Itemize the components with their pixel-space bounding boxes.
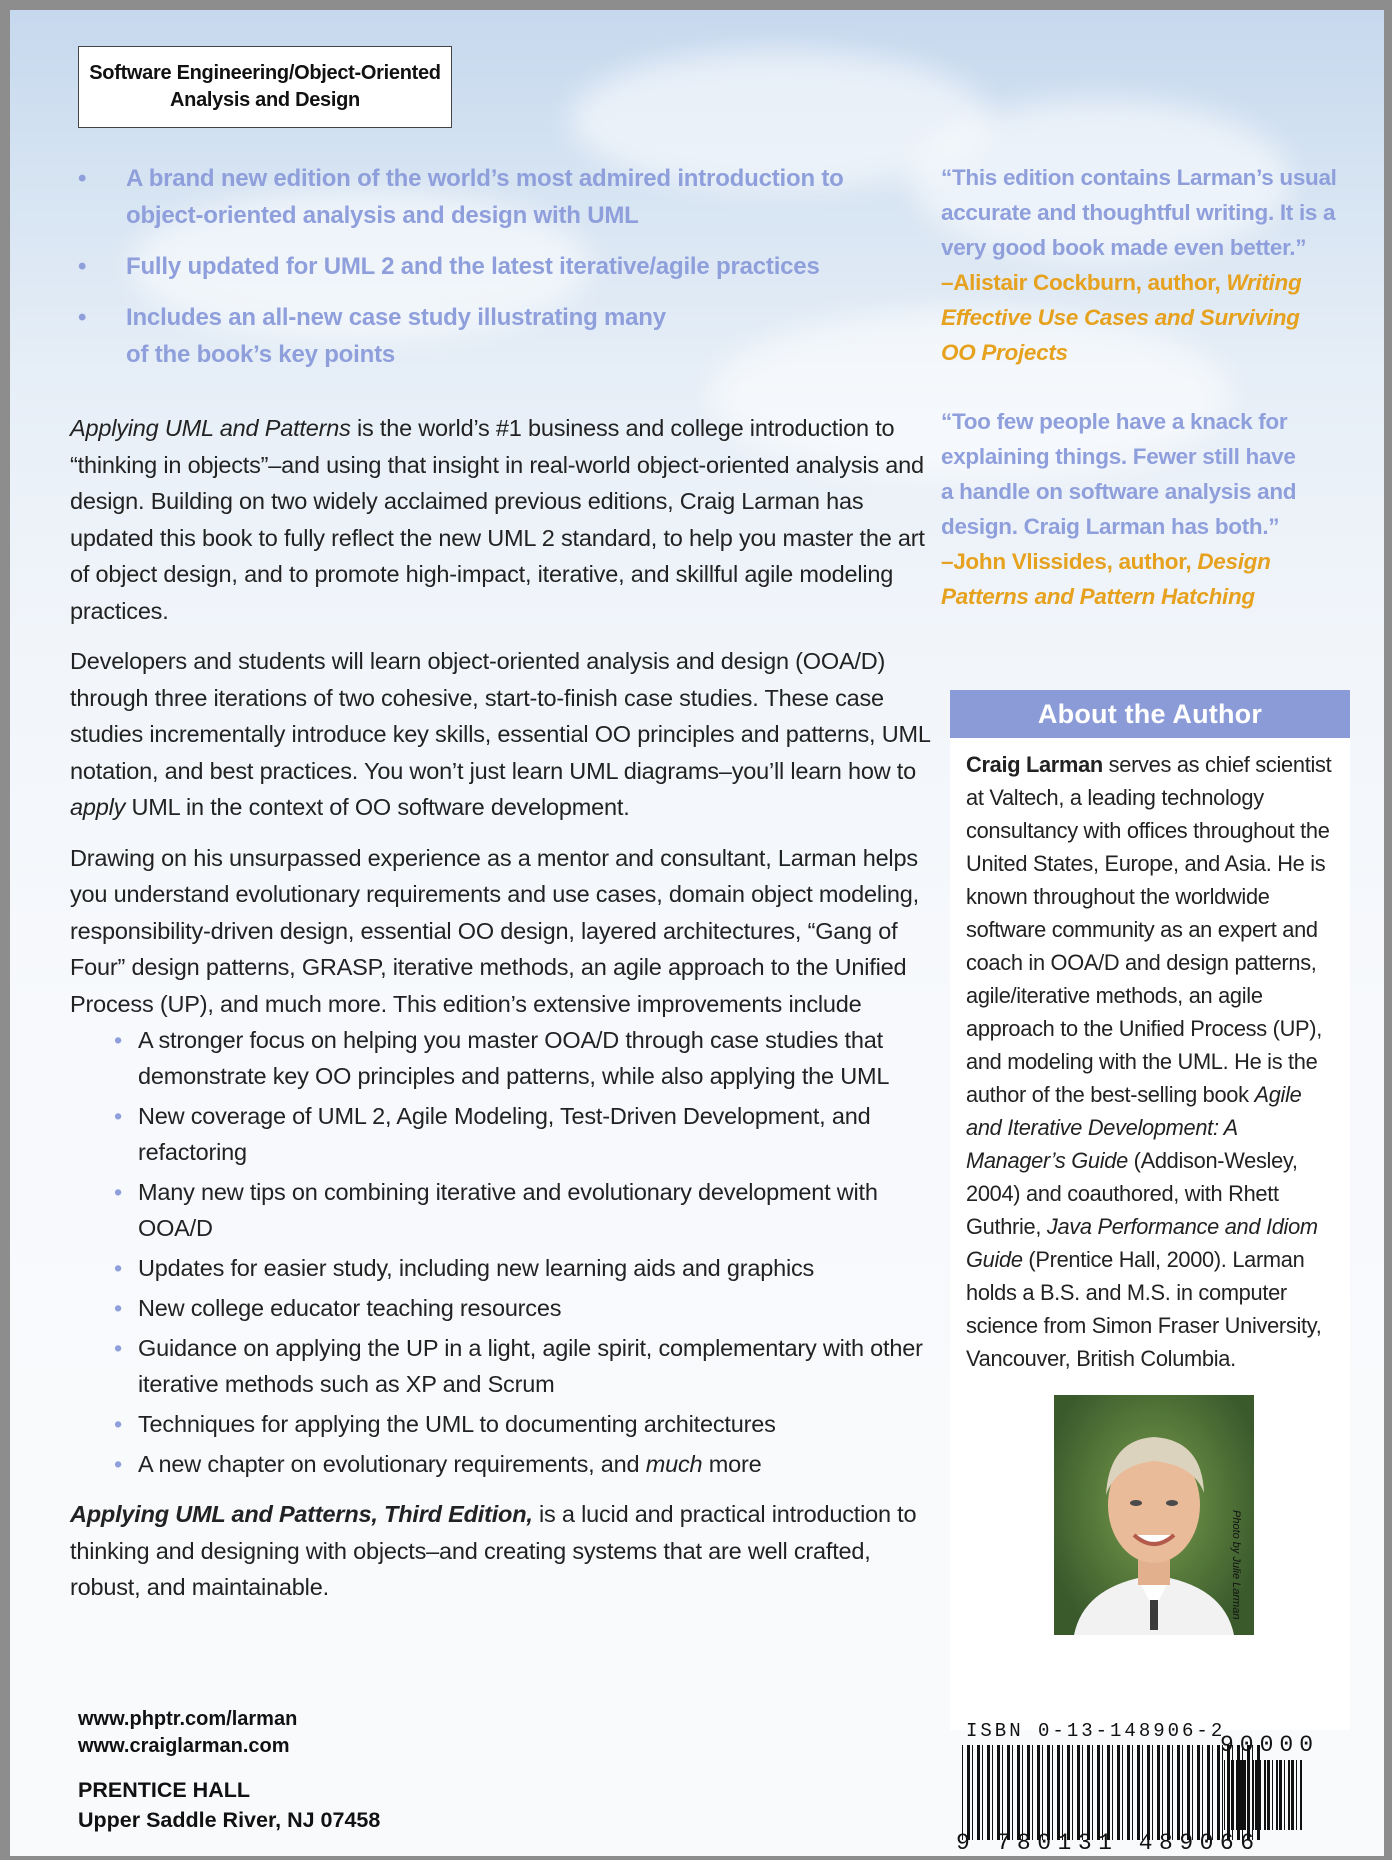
feature-text-line: A brand new edition of the world’s most admired introduction to — [126, 165, 844, 192]
barcode-bar — [1172, 1745, 1173, 1840]
barcode-bar — [1047, 1745, 1050, 1840]
barcode-bar — [1082, 1745, 1083, 1840]
book-title: Writing — [1226, 270, 1302, 295]
barcode-bar — [1037, 1745, 1040, 1840]
barcode-bar — [1243, 1760, 1246, 1830]
website-urls — [78, 1706, 297, 1760]
improvement-item — [70, 1174, 930, 1246]
barcode-bar — [1092, 1745, 1093, 1840]
barcode-bar — [1197, 1745, 1200, 1840]
url-link: www.phptr.com/larman — [78, 1708, 298, 1730]
category-label-box — [78, 46, 452, 128]
barcode-bar — [1192, 1745, 1193, 1840]
barcode-bar — [1162, 1745, 1163, 1840]
quote-line: accurate and thoughtful writing. It is a — [941, 200, 1336, 225]
endorsement-quote — [941, 160, 1361, 370]
barcode-bar — [1072, 1745, 1073, 1840]
improvement-text: New coverage of UML 2, Agile Modeling, Test-Driven Development, and refactoring — [138, 1103, 871, 1165]
barcode-bar — [1132, 1745, 1133, 1840]
book-title: Design — [1197, 549, 1271, 574]
barcode-bar — [1157, 1745, 1160, 1840]
feature-item — [76, 299, 906, 373]
quote-attribution-line — [941, 335, 1361, 370]
attribution-lead: –John Vlissides, author, — [941, 549, 1198, 574]
author-photo — [1054, 1395, 1254, 1635]
improvement-text: A new chapter on evolutionary requirements, and — [138, 1451, 646, 1477]
barcode-bar — [997, 1745, 1000, 1840]
photo-credit: Photo by Julie Larman — [1230, 1510, 1242, 1620]
barcode-bar — [972, 1745, 973, 1840]
endorsement-quote — [941, 404, 1361, 614]
barcode-bar — [1260, 1760, 1261, 1830]
barcode-bar — [962, 1745, 963, 1840]
improvement-text: Guidance on applying the UP in a light, agile spirit, complementary with other iterative methods such as XP and Scrum — [138, 1335, 923, 1397]
emphasis-text: much — [645, 1451, 703, 1477]
barcode-bar — [1067, 1745, 1070, 1840]
barcode-bar — [1007, 1745, 1010, 1840]
barcode-bar — [1087, 1745, 1090, 1840]
barcode-bar — [1077, 1745, 1080, 1840]
improvement-item — [70, 1290, 930, 1326]
barcode-bar — [1057, 1745, 1060, 1840]
paragraph-text: is a lucid and practical introduction to thinking and designing with objects–and creating systems that are well crafted, robust, and maintainable. — [70, 1501, 917, 1600]
barcode-bar — [1022, 1745, 1023, 1840]
barcode-bar — [1042, 1745, 1043, 1840]
barcode-bar — [1252, 1760, 1254, 1830]
barcode-bar — [1117, 1745, 1120, 1840]
book-title: OO Projects — [941, 340, 1068, 365]
barcode-bar — [1300, 1760, 1302, 1830]
book-title-edition: Applying UML and Patterns, Third Edition, — [70, 1501, 533, 1527]
bullet-icon: • — [78, 165, 87, 192]
barcode-bar — [1228, 1760, 1230, 1830]
book-title: Effective Use Cases and Surviving — [941, 305, 1300, 330]
quote-line: a handle on software analysis and — [941, 479, 1297, 504]
url-link: www.craiglarman.com — [78, 1735, 290, 1757]
barcode-bar — [1272, 1760, 1273, 1830]
feature-list — [76, 160, 906, 387]
barcode-bar — [1296, 1760, 1297, 1830]
publisher-info — [78, 1775, 380, 1835]
category-line-2: Analysis and Design — [170, 89, 360, 111]
barcode-bar — [1137, 1745, 1140, 1840]
improvement-item — [70, 1406, 930, 1442]
bullet-icon: • — [114, 1411, 123, 1437]
barcode-bar — [1097, 1745, 1100, 1840]
improvement-item — [70, 1330, 930, 1402]
barcode-digits: 9 780131 489066 — [956, 1830, 1261, 1856]
improvement-item — [70, 1250, 930, 1286]
barcode-bar — [1152, 1745, 1153, 1840]
barcode-bar — [1142, 1745, 1143, 1840]
quote-line: very good book made even better.” — [941, 235, 1307, 260]
paragraph-text: is the world’s #1 business and college introduction to “thinking in objects”–and using that insight in real-world object-oriented analysis and design. Building on two widely acclaimed previous editions, Craig Larman has updated this book to fully reflect the new UML 2 standard, to help you master the art of object design, and to promote high-impact, iterative, and skillful agile modeling practices. — [70, 415, 925, 624]
book-back-cover — [10, 10, 1384, 1856]
category-line-1: Software Engineering/Object-Oriented — [89, 62, 441, 84]
author-bio — [950, 738, 1350, 1375]
barcode-bar — [1177, 1745, 1180, 1840]
paragraph-text: UML in the context of OO software development. — [125, 794, 630, 820]
improvement-item — [70, 1446, 930, 1482]
feature-text-line: Includes an all-new case study illustrating many — [126, 304, 666, 331]
barcode-bar — [1062, 1745, 1063, 1840]
feature-text-line: object-oriented analysis and design with UML — [126, 202, 639, 229]
improvement-text: Many new tips on combining iterative and evolutionary development with OOA/D — [138, 1179, 878, 1241]
barcode-bar — [1255, 1760, 1258, 1830]
quote-attribution — [941, 265, 1361, 300]
improvement-text: A stronger focus on helping you master OOA/D through case studies that demonstrate key OO principles and patterns, while also applying the UML — [138, 1027, 890, 1089]
barcode-bar — [977, 1745, 980, 1840]
feature-text-line: Fully updated for UML 2 and the latest iterative/agile practices — [126, 253, 820, 280]
barcode-bar — [1248, 1760, 1249, 1830]
publisher-location: Upper Saddle River, NJ 07458 — [78, 1808, 381, 1832]
isbn-number: ISBN 0-13-148906-2 — [966, 1720, 1226, 1742]
barcode-bar — [1027, 1745, 1030, 1840]
barcode-bar — [1122, 1745, 1123, 1840]
barcode-bar — [1182, 1745, 1183, 1840]
barcode-bar — [1264, 1760, 1266, 1830]
bio-text: (Addison-Wesley, 2004) and coauthored, with Rhett Guthrie, — [966, 1148, 1298, 1239]
book-title: Agile and Iterative Development: A Manager’s Guide — [966, 1082, 1302, 1173]
barcode-bar — [1207, 1745, 1210, 1840]
bullet-icon: • — [78, 253, 87, 280]
bullet-icon: • — [114, 1295, 123, 1321]
quote-line: “This edition contains Larman’s usual — [941, 165, 1337, 190]
bullet-icon: • — [114, 1451, 123, 1477]
barcode-bar — [1112, 1745, 1113, 1840]
quote-line: “Too few people have a knack for — [941, 409, 1288, 434]
author-name: Craig Larman — [966, 752, 1103, 777]
barcode-bar — [987, 1745, 990, 1840]
bullet-icon: • — [114, 1179, 123, 1205]
addon-digits: 90000 — [1220, 1732, 1320, 1758]
book-title: Patterns and Pattern Hatching — [941, 584, 1255, 609]
closing-paragraph — [70, 1496, 930, 1606]
bullet-icon: • — [114, 1027, 123, 1053]
barcode-bar — [1102, 1745, 1103, 1840]
barcode-bar — [1052, 1745, 1053, 1840]
barcode-bar — [1212, 1745, 1213, 1840]
improvement-text: Techniques for applying the UML to documenting architectures — [138, 1411, 776, 1437]
improvement-text: New college educator teaching resources — [138, 1295, 562, 1321]
barcode-bar — [1032, 1745, 1033, 1840]
barcode-bar — [1107, 1745, 1110, 1840]
feature-item — [76, 248, 906, 285]
improvement-item — [70, 1098, 930, 1170]
barcode-bar — [992, 1745, 993, 1840]
feature-text-line: of the book’s key points — [126, 341, 396, 368]
barcode-bar — [1217, 1745, 1220, 1840]
quote-attribution-line — [941, 300, 1361, 335]
barcode-bar — [1147, 1745, 1150, 1840]
barcode-bar — [1240, 1760, 1242, 1830]
improvement-text: Updates for easier study, including new learning aids and graphics — [138, 1255, 815, 1281]
quote-line: design. Craig Larman has both.” — [941, 514, 1280, 539]
barcode-bar — [1167, 1745, 1170, 1840]
improvement-item — [70, 1022, 930, 1094]
description-paragraph — [70, 643, 930, 826]
barcode-bar — [1236, 1760, 1237, 1830]
barcode-bar — [982, 1745, 983, 1840]
barcode-icon — [960, 1745, 1260, 1840]
barcode-bar — [1291, 1760, 1294, 1830]
improvement-text: more — [702, 1451, 762, 1477]
barcode-bar — [1224, 1760, 1225, 1830]
barcode-bar — [1276, 1760, 1278, 1830]
barcode-bar — [1202, 1745, 1203, 1840]
book-title: Java Performance and Idiom Guide — [966, 1214, 1318, 1272]
barcode-bar — [1127, 1745, 1130, 1840]
barcode-bar — [1002, 1745, 1003, 1840]
barcode-bar — [1017, 1745, 1020, 1840]
bullet-icon: • — [114, 1103, 123, 1129]
barcode-bar — [1284, 1760, 1285, 1830]
emphasis-text: apply — [70, 794, 126, 820]
about-author-heading: About the Author — [950, 690, 1350, 738]
barcode-bar — [1187, 1745, 1190, 1840]
portrait-illustration — [1054, 1395, 1254, 1635]
barcode-bar — [1012, 1745, 1013, 1840]
improvements-list — [70, 1022, 930, 1482]
bullet-icon: • — [114, 1335, 123, 1361]
bullet-icon: • — [114, 1255, 123, 1281]
description-paragraph — [70, 410, 930, 629]
bio-text: serves as chief scientist at Valtech, a leading technology consultancy with offices throughout the United States, Europe, and Asia. He is known throughout the worldwide software community as an expert and coach in OOA/D and design patterns, agile/iterative methods, an agile approach to the Unified Process (UP), and modeling with the UML. He is the author of the best-selling book — [966, 752, 1332, 1107]
feature-item — [76, 160, 906, 234]
quote-attribution-line — [941, 579, 1361, 614]
barcode-bar — [1231, 1760, 1234, 1830]
bullet-icon: • — [78, 304, 87, 331]
quote-attribution — [941, 544, 1361, 579]
quote-line: explaining things. Fewer still have — [941, 444, 1296, 469]
book-title: Applying UML and Patterns — [70, 415, 351, 441]
attribution-lead: –Alistair Cockburn, author, — [941, 270, 1227, 295]
endorsement-quotes — [941, 160, 1361, 648]
barcode-bar — [967, 1745, 970, 1840]
publisher-name: PRENTICE HALL — [78, 1778, 250, 1802]
barcode-bar — [1279, 1760, 1282, 1830]
paragraph-text: Developers and students will learn object-oriented analysis and design (OOA/D) through three iterations of two cohesive, start-to-finish case studies. These case studies incrementally introduce key skills, essential OO principles and patterns, UML notation, and best practices. You won’t just learn UML diagrams–you’ll learn how to — [70, 648, 930, 784]
bio-text: (Prentice Hall, 2000). Larman holds a B.S. and M.S. in computer science from Simon Fraser University, Vancouver, British Columbia. — [966, 1247, 1322, 1371]
description-body — [70, 410, 930, 1606]
description-paragraph: Drawing on his unsurpassed experience as a mentor and consultant, Larman helps you understand evolutionary requirements and use cases, domain object modeling, responsibility-driven design, essential OO design, layered architectures, “Gang of Four” design patterns, GRASP, iterative methods, an agile approach to the Unified Process (UP), and much more. This edition’s extensive improvements include — [70, 844, 919, 1017]
addon-barcode-icon — [1222, 1760, 1322, 1830]
barcode-bar — [1288, 1760, 1290, 1830]
barcode-bar — [1267, 1760, 1270, 1830]
